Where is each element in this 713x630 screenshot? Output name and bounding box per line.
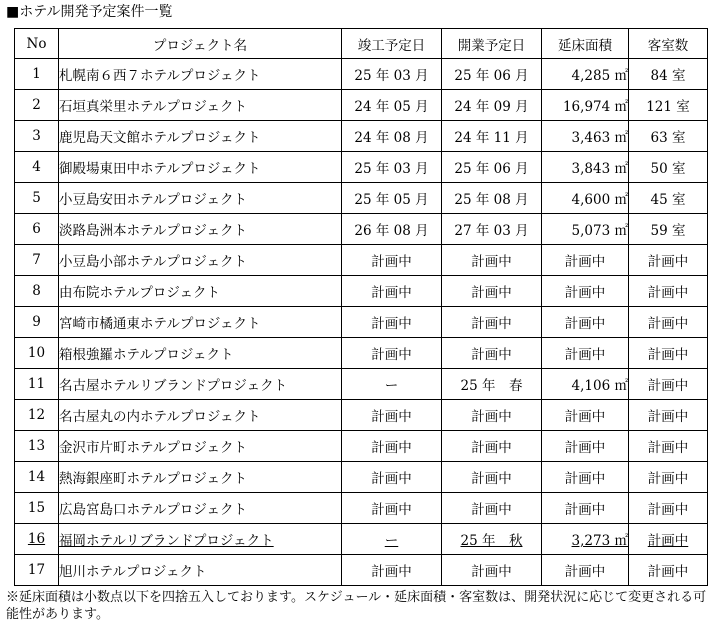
cell-completion-date-text: 24 年 08 月 <box>354 130 429 146</box>
cell-opening-date-text: 計画中 <box>471 254 512 270</box>
cell-completion-date <box>342 431 442 462</box>
cell-opening-date <box>442 493 542 524</box>
cell-floor-area <box>542 400 629 431</box>
cell-no <box>15 431 59 462</box>
cell-completion-date <box>342 183 442 214</box>
cell-room-count <box>629 152 708 183</box>
cell-no-text: 14 <box>27 469 46 485</box>
cell-completion-date <box>342 369 442 400</box>
cell-floor-area-text: 4,600 ㎡ <box>571 192 628 208</box>
cell-room-count <box>629 462 708 493</box>
cell-opening-date <box>442 555 542 586</box>
header-floor-area: 延床面積 <box>542 29 629 59</box>
cell-no <box>15 555 59 586</box>
cell-project-name <box>59 121 342 152</box>
table-row <box>15 183 708 214</box>
cell-floor-area-text: 計画中 <box>564 440 606 456</box>
cell-completion-date-text: 計画中 <box>371 409 412 425</box>
cell-room-count <box>629 59 708 90</box>
cell-room-count-text: 計画中 <box>647 409 689 425</box>
cell-opening-date-text: 25 年 06 月 <box>454 161 529 177</box>
header-room-count: 客室数 <box>629 29 708 59</box>
cell-project-name <box>59 493 342 524</box>
cell-project-name-text: 御殿場東田中ホテルプロジェクト <box>59 161 261 177</box>
cell-opening-date-text: 計画中 <box>471 409 512 425</box>
cell-floor-area <box>542 524 629 555</box>
cell-floor-area-text: 計画中 <box>564 564 606 580</box>
cell-completion-date-text: 計画中 <box>371 316 412 332</box>
cell-no <box>15 183 59 214</box>
cell-room-count-text: 計画中 <box>647 347 689 363</box>
cell-opening-date-text: 25 年 06 月 <box>454 68 529 84</box>
cell-floor-area <box>542 462 629 493</box>
cell-project-name <box>59 276 342 307</box>
cell-no-text: 15 <box>27 500 46 516</box>
cell-floor-area <box>542 59 629 90</box>
cell-opening-date <box>442 245 542 276</box>
cell-project-name-text: 札幌南６西７ホテルプロジェクト <box>59 68 261 84</box>
cell-completion-date-text: 25 年 05 月 <box>354 192 429 208</box>
cell-completion-date-text: 計画中 <box>371 502 412 518</box>
cell-project-name-text: 小豆島小部ホテルプロジェクト <box>59 254 248 270</box>
cell-no-text: 1 <box>32 66 41 82</box>
cell-project-name-text: 福岡ホテルリブランドプロジェクト <box>59 533 274 549</box>
cell-completion-date <box>342 121 442 152</box>
cell-opening-date <box>442 338 542 369</box>
cell-opening-date <box>442 183 542 214</box>
cell-completion-date-text: 計画中 <box>371 471 412 487</box>
table-caption: ■ホテル開発予定案件一覧 <box>6 4 173 20</box>
cell-floor-area-text: 4,106 ㎡ <box>571 378 628 394</box>
cell-room-count <box>629 493 708 524</box>
cell-room-count-text: 45 室 <box>650 192 686 208</box>
cell-room-count <box>629 245 708 276</box>
cell-completion-date-text: 計画中 <box>371 440 412 456</box>
cell-project-name <box>59 245 342 276</box>
header-project-name: プロジェクト名 <box>59 29 342 59</box>
header-opening-date: 開業予定日 <box>442 29 542 59</box>
header-no: No <box>15 29 59 59</box>
cell-project-name <box>59 338 342 369</box>
cell-room-count <box>629 183 708 214</box>
cell-room-count-text: 50 室 <box>650 161 686 177</box>
cell-opening-date-text: 計画中 <box>471 502 512 518</box>
cell-no-text: 2 <box>32 97 41 113</box>
cell-completion-date-text: 計画中 <box>371 285 412 301</box>
cell-project-name-text: 旭川ホテルプロジェクト <box>59 564 207 580</box>
cell-completion-date-text: ー <box>384 533 399 549</box>
cell-completion-date-text: 計画中 <box>371 564 412 580</box>
cell-no <box>15 276 59 307</box>
cell-room-count-text: 計画中 <box>647 378 689 394</box>
cell-opening-date <box>442 307 542 338</box>
cell-completion-date-text: 計画中 <box>371 347 412 363</box>
cell-completion-date <box>342 493 442 524</box>
cell-room-count-text: 計画中 <box>647 502 689 518</box>
cell-floor-area <box>542 214 629 245</box>
table-row <box>15 338 708 369</box>
cell-room-count-text: 63 室 <box>650 130 686 146</box>
cell-completion-date <box>342 214 442 245</box>
cell-project-name <box>59 400 342 431</box>
cell-room-count <box>629 307 708 338</box>
cell-floor-area <box>542 90 629 121</box>
cell-floor-area <box>542 307 629 338</box>
cell-room-count-text: 84 室 <box>650 68 686 84</box>
cell-room-count <box>629 338 708 369</box>
cell-project-name-text: 広島宮島口ホテルプロジェクト <box>59 502 248 518</box>
table-row <box>15 214 708 245</box>
cell-opening-date <box>442 276 542 307</box>
cell-completion-date <box>342 307 442 338</box>
cell-floor-area <box>542 276 629 307</box>
header-completion-date: 竣工予定日 <box>342 29 442 59</box>
cell-no-text: 5 <box>32 190 41 206</box>
cell-floor-area-text: 5,073 ㎡ <box>571 223 628 239</box>
cell-no <box>15 59 59 90</box>
cell-completion-date <box>342 276 442 307</box>
cell-opening-date-text: 計画中 <box>471 471 512 487</box>
cell-opening-date-text: 24 年 09 月 <box>454 99 529 115</box>
cell-floor-area-text: 3,273 ㎡ <box>571 533 628 549</box>
cell-floor-area <box>542 369 629 400</box>
cell-no-text: 11 <box>27 376 46 392</box>
cell-opening-date <box>442 90 542 121</box>
cell-project-name <box>59 183 342 214</box>
cell-project-name <box>59 214 342 245</box>
cell-opening-date-text: 25 年 秋 <box>460 533 523 549</box>
cell-room-count-text: 計画中 <box>647 440 689 456</box>
cell-floor-area <box>542 338 629 369</box>
cell-room-count-text: 121 室 <box>646 99 690 115</box>
cell-opening-date-text: 24 年 11 月 <box>454 130 529 146</box>
cell-floor-area <box>542 493 629 524</box>
cell-floor-area-text: 3,463 ㎡ <box>571 130 628 146</box>
cell-floor-area-text: 16,974 ㎡ <box>562 99 628 115</box>
table-row <box>15 555 708 586</box>
cell-floor-area <box>542 431 629 462</box>
cell-no <box>15 369 59 400</box>
cell-completion-date <box>342 524 442 555</box>
cell-project-name-text: 石垣真栄里ホテルプロジェクト <box>59 99 248 115</box>
cell-completion-date <box>342 90 442 121</box>
cell-project-name-text: 淡路島洲本ホテルプロジェクト <box>59 223 248 239</box>
cell-opening-date <box>442 121 542 152</box>
table-row <box>15 524 708 555</box>
cell-room-count <box>629 431 708 462</box>
cell-opening-date <box>442 462 542 493</box>
cell-floor-area-text: 計画中 <box>564 254 606 270</box>
cell-floor-area-text: 計画中 <box>564 285 606 301</box>
table-header-row <box>15 29 708 59</box>
cell-project-name <box>59 524 342 555</box>
cell-project-name <box>59 462 342 493</box>
cell-room-count <box>629 276 708 307</box>
cell-no <box>15 152 59 183</box>
cell-floor-area-text: 計画中 <box>564 316 606 332</box>
cell-no <box>15 307 59 338</box>
cell-floor-area-text: 4,285 ㎡ <box>571 68 628 84</box>
cell-project-name-text: 箱根強羅ホテルプロジェクト <box>59 347 234 363</box>
cell-floor-area <box>542 183 629 214</box>
cell-no <box>15 493 59 524</box>
cell-project-name-text: 宮崎市橘通東ホテルプロジェクト <box>59 316 261 332</box>
cell-opening-date <box>442 524 542 555</box>
cell-floor-area <box>542 121 629 152</box>
cell-completion-date-text: 25 年 03 月 <box>354 161 429 177</box>
cell-floor-area-text: 計画中 <box>564 471 606 487</box>
cell-project-name-text: 熱海銀座町ホテルプロジェクト <box>59 471 248 487</box>
cell-project-name-text: 金沢市片町ホテルプロジェクト <box>59 440 248 456</box>
cell-project-name <box>59 152 342 183</box>
cell-no-text: 12 <box>27 407 46 423</box>
hotel-projects-table <box>14 28 708 586</box>
cell-floor-area-text: 計画中 <box>564 409 606 425</box>
footnote: ※延床面積は小数点以下を四捨五入しております。スケジュール・延床面積・客室数は、開発状況に応じて変更される可能性があります。 <box>6 590 707 622</box>
cell-completion-date <box>342 462 442 493</box>
cell-no-text: 17 <box>27 562 46 578</box>
cell-no <box>15 400 59 431</box>
table-row <box>15 59 708 90</box>
cell-project-name <box>59 369 342 400</box>
cell-opening-date <box>442 59 542 90</box>
table-row <box>15 369 708 400</box>
cell-no-text: 7 <box>32 252 41 268</box>
cell-room-count-text: 計画中 <box>647 316 689 332</box>
cell-no <box>15 121 59 152</box>
cell-room-count <box>629 121 708 152</box>
cell-floor-area-text: 計画中 <box>564 347 606 363</box>
cell-completion-date <box>342 400 442 431</box>
cell-opening-date <box>442 214 542 245</box>
cell-room-count <box>629 524 708 555</box>
cell-opening-date-text: 計画中 <box>471 285 512 301</box>
table-row <box>15 431 708 462</box>
table-row <box>15 245 708 276</box>
cell-no-text: 8 <box>32 283 41 299</box>
cell-project-name <box>59 555 342 586</box>
cell-room-count-text: 計画中 <box>647 254 689 270</box>
cell-opening-date <box>442 431 542 462</box>
cell-room-count <box>629 214 708 245</box>
cell-room-count-text: 計画中 <box>647 285 689 301</box>
cell-no-text: 6 <box>32 221 41 237</box>
cell-opening-date-text: 計画中 <box>471 440 512 456</box>
cell-opening-date-text: 計画中 <box>471 347 512 363</box>
cell-room-count-text: 計画中 <box>647 533 689 549</box>
cell-opening-date <box>442 152 542 183</box>
table-row <box>15 276 708 307</box>
cell-no <box>15 90 59 121</box>
cell-no-text: 10 <box>27 345 46 361</box>
cell-opening-date-text: 25 年 春 <box>460 378 523 394</box>
table-row <box>15 152 708 183</box>
cell-no-text: 16 <box>27 531 46 547</box>
cell-completion-date-text: ー <box>384 378 399 394</box>
cell-completion-date <box>342 152 442 183</box>
table-row <box>15 493 708 524</box>
table-row <box>15 400 708 431</box>
cell-floor-area-text: 計画中 <box>564 502 606 518</box>
cell-no-text: 3 <box>32 128 41 144</box>
cell-room-count-text: 59 室 <box>650 223 686 239</box>
cell-project-name-text: 由布院ホテルプロジェクト <box>59 285 221 301</box>
cell-opening-date <box>442 400 542 431</box>
cell-room-count <box>629 555 708 586</box>
cell-completion-date-text: 24 年 05 月 <box>354 99 429 115</box>
cell-floor-area <box>542 555 629 586</box>
cell-room-count <box>629 369 708 400</box>
cell-opening-date-text: 計画中 <box>471 564 512 580</box>
cell-room-count-text: 計画中 <box>647 471 689 487</box>
cell-room-count-text: 計画中 <box>647 564 689 580</box>
cell-completion-date-text: 計画中 <box>371 254 412 270</box>
cell-completion-date <box>342 59 442 90</box>
cell-no-text: 4 <box>32 159 41 175</box>
cell-no <box>15 462 59 493</box>
cell-completion-date <box>342 245 442 276</box>
cell-opening-date-text: 計画中 <box>471 316 512 332</box>
cell-room-count <box>629 90 708 121</box>
cell-project-name <box>59 90 342 121</box>
cell-no-text: 13 <box>27 438 46 454</box>
cell-no <box>15 338 59 369</box>
cell-floor-area <box>542 152 629 183</box>
cell-opening-date <box>442 369 542 400</box>
cell-completion-date-text: 26 年 08 月 <box>354 223 429 239</box>
cell-completion-date-text: 25 年 03 月 <box>354 68 429 84</box>
cell-completion-date <box>342 338 442 369</box>
table-row <box>15 462 708 493</box>
table-row <box>15 121 708 152</box>
cell-opening-date-text: 25 年 08 月 <box>454 192 529 208</box>
cell-project-name <box>59 431 342 462</box>
cell-floor-area-text: 3,843 ㎡ <box>571 161 628 177</box>
table-row <box>15 307 708 338</box>
cell-opening-date-text: 27 年 03 月 <box>454 223 529 239</box>
cell-project-name <box>59 307 342 338</box>
cell-no-text: 9 <box>32 314 41 330</box>
cell-project-name-text: 小豆島安田ホテルプロジェクト <box>59 192 248 208</box>
cell-completion-date <box>342 555 442 586</box>
cell-room-count <box>629 400 708 431</box>
cell-project-name-text: 名古屋丸の内ホテルプロジェクト <box>59 409 261 425</box>
cell-floor-area <box>542 245 629 276</box>
cell-no <box>15 245 59 276</box>
table-row <box>15 90 708 121</box>
cell-no <box>15 214 59 245</box>
cell-no <box>15 524 59 555</box>
cell-project-name-text: 名古屋ホテルリブランドプロジェクト <box>59 378 288 394</box>
cell-project-name-text: 鹿児島天文館ホテルプロジェクト <box>59 130 261 146</box>
cell-project-name <box>59 59 342 90</box>
